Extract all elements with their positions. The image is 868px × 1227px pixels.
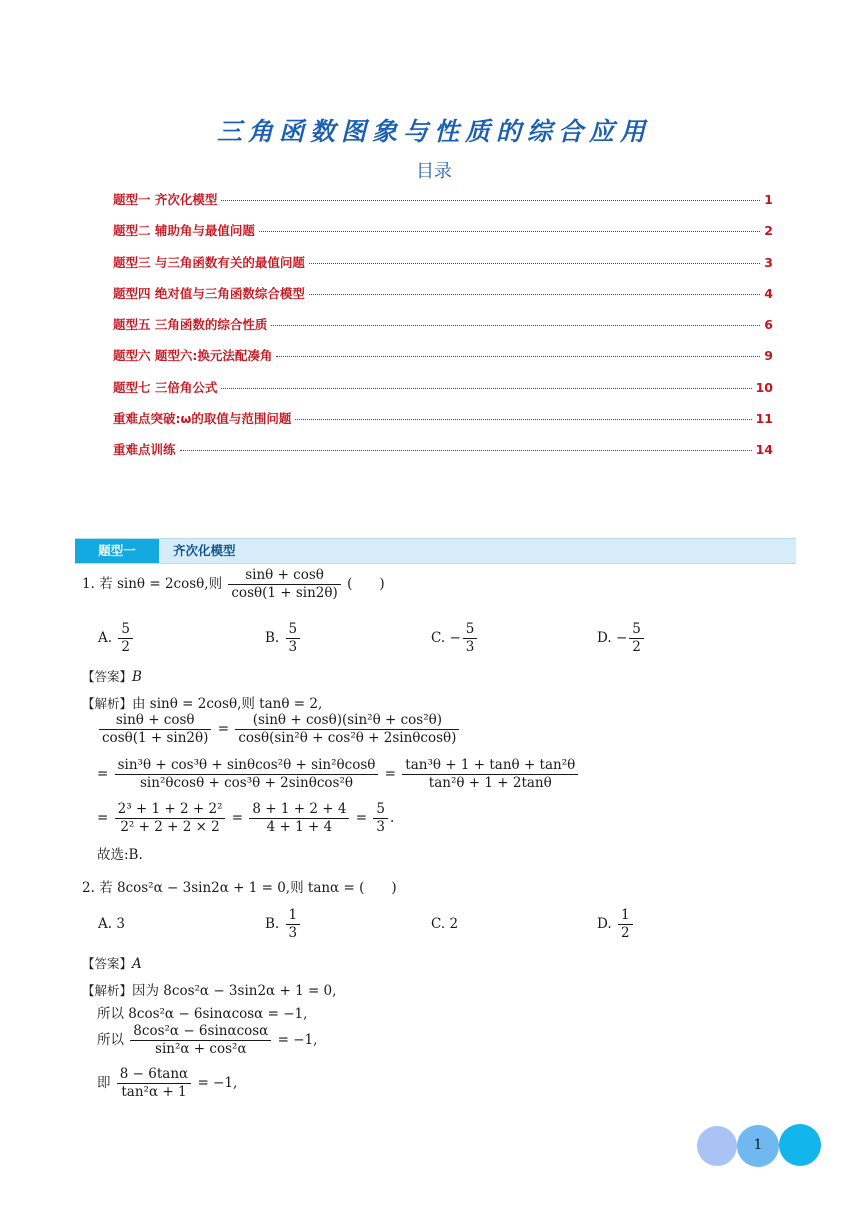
- analysis-label: 【解析】: [82, 983, 133, 998]
- fraction: [286, 908, 301, 941]
- analysis-text: 即: [97, 1075, 111, 1091]
- fraction: [373, 802, 388, 835]
- answer-label: 【答案】: [82, 956, 133, 971]
- stem-text: 若 8cos²α − 3sin2α + 1 = 0,则 tanα = ( ): [99, 880, 397, 896]
- answer-line: [82, 667, 142, 685]
- option-d[interactable]: [597, 622, 646, 655]
- toc-item[interactable]: [113, 409, 773, 440]
- toc-item-page: 3: [764, 254, 773, 270]
- option-label: B.: [265, 916, 280, 932]
- toc-item-page: 9: [764, 348, 773, 364]
- numerator: 5: [629, 622, 644, 639]
- numerator: 2³ + 1 + 2 + 2²: [115, 802, 226, 819]
- option-b[interactable]: [265, 622, 302, 655]
- denominator: sin²α + cos²α: [155, 1041, 247, 1057]
- denominator: cosθ(1 + sin2θ): [102, 730, 209, 746]
- toc-item-label: 题型三 与三角函数有关的最值问题: [113, 254, 305, 270]
- analysis-text: 所以: [97, 1032, 124, 1048]
- toc-leader: [259, 231, 760, 232]
- numerator: 8 + 1 + 2 + 4: [249, 802, 349, 819]
- toc-leader: [180, 450, 752, 451]
- option-label: D.: [597, 916, 612, 932]
- denominator: 2: [620, 925, 630, 941]
- numerator: sin³θ + cos³θ + sinθcos²θ + sin²θcosθ: [115, 758, 379, 775]
- toc-item[interactable]: [113, 253, 773, 284]
- toc-leader: [221, 388, 751, 389]
- option-a[interactable]: [98, 916, 125, 932]
- toc-item[interactable]: [113, 315, 773, 346]
- section-name: 齐次化模型: [173, 543, 236, 558]
- option-text: 2: [449, 916, 459, 932]
- toc-item-label: 题型六 题型六:换元法配凑角: [113, 348, 273, 364]
- analysis-line: [82, 979, 336, 999]
- denominator: 3: [288, 639, 298, 655]
- toc-item-label: 题型二 辅助角与最值问题: [113, 223, 255, 239]
- answer-value: B: [132, 669, 142, 685]
- toc-item-page: 10: [755, 379, 773, 395]
- footer-circle-right: [779, 1124, 821, 1166]
- numerator: (sinθ + cosθ)(sin²θ + cos²θ): [235, 713, 459, 730]
- toc-item-label: 题型七 三倍角公式: [113, 379, 218, 395]
- analysis-text: 因为 8cos²α − 3sin2α + 1 = 0,: [132, 983, 337, 999]
- toc-item-page: 11: [755, 411, 773, 427]
- derivation-step-3: = $\frac{\text{2³ + 1 + 2 + 2²}}{\text{2² + 2 + 2 × 2}}$ = $\frac{8 + 1 + 2 + 4}{4 + 1 + 4}$ = $\frac{5}{3}$ .: [97, 801, 395, 835]
- toc-item-label: 重难点突破:ω的取值与范围问题: [113, 411, 292, 427]
- analysis-label: 【解析】: [82, 696, 133, 711]
- option-label: A.: [98, 630, 113, 646]
- toc-item-label: 题型一 齐次化模型: [113, 192, 218, 207]
- toc-leader: [271, 325, 760, 326]
- denominator: tan²θ + 1 + 2tanθ: [428, 775, 552, 791]
- fraction: [463, 622, 478, 655]
- fraction: [235, 713, 459, 746]
- numerator: 8 − 6tanα: [117, 1067, 191, 1084]
- toc-leader: [309, 294, 760, 295]
- table-of-contents: [113, 190, 773, 472]
- numerator: 5: [373, 802, 388, 819]
- numerator: 5: [286, 622, 301, 639]
- numerator: 1: [618, 908, 633, 925]
- toc-item-page: 6: [764, 317, 773, 333]
- fraction: [228, 568, 340, 601]
- toc-leader: [221, 200, 760, 201]
- toc-item-page: 14: [755, 442, 773, 458]
- document-title: 三角函数图象与性质的综合应用: [216, 117, 651, 146]
- fraction: [249, 802, 349, 835]
- denominator: cosθ(sin²θ + cos²θ + 2sinθcosθ): [238, 730, 457, 746]
- derivation-step-2: = $\frac{\text{sin³θ + cos³θ + sinθcos²θ + sin²θcosθ}}{\text{sin²θcosθ + cos³θ + 2sinθcos²θ}}$ = $\frac{\text{tan³θ + 1 + tanθ + tan²θ}}{\text{tan²θ + 1 + 2tanθ}}$: [97, 758, 580, 791]
- footer-circle-left: [697, 1126, 737, 1166]
- denominator: sin²θcosθ + cos³θ + 2sinθcos²θ: [140, 775, 353, 791]
- fraction: [618, 908, 633, 941]
- option-label: A.: [98, 916, 113, 932]
- denominator: 4 + 1 + 4: [266, 819, 333, 835]
- stem-text: 若 sinθ = 2cosθ,则: [99, 576, 223, 592]
- analysis-line: 所以 8cos²α − 6sinαcosα = −1,: [97, 1006, 308, 1022]
- fraction: [118, 622, 133, 655]
- option-a[interactable]: [98, 622, 135, 655]
- analysis-line: [97, 1024, 317, 1057]
- toc-item-page: 1: [764, 192, 773, 207]
- question-1-stem: [82, 568, 385, 601]
- fraction: [402, 758, 578, 791]
- toc-item-label: 题型五 三角函数的综合性质: [113, 317, 268, 333]
- denominator: 3: [465, 639, 475, 655]
- numerator: tan³θ + 1 + tanθ + tan²θ: [402, 758, 578, 775]
- toc-item[interactable]: [113, 346, 773, 377]
- option-b[interactable]: [265, 908, 302, 941]
- fraction: [115, 802, 226, 835]
- question-2-stem: [82, 876, 397, 896]
- derivation-step-1: $\frac{\sin\theta + \cos\theta}{\cos\theta(1 + \sin 2\theta)}$ = $\frac{\text{(sinθ + cosθ)(sin²θ + cos²θ)}}{\text{cosθ(sin²θ + cos²θ + 2sinθcosθ)}}$: [97, 713, 461, 746]
- option-text: 3: [116, 916, 125, 932]
- answer-line: [82, 954, 142, 972]
- toc-leader: [276, 356, 760, 357]
- page-number: 1: [753, 1137, 763, 1153]
- fraction: [99, 713, 211, 746]
- denominator: 2: [121, 639, 130, 655]
- section-header: [75, 538, 796, 564]
- option-label: D.: [597, 630, 612, 646]
- numerator: sinθ + cosθ: [228, 568, 340, 585]
- analysis-text: = −1,: [197, 1075, 238, 1091]
- toc-item-page: 2: [764, 223, 773, 239]
- option-label: B.: [265, 630, 280, 646]
- fraction: [130, 1024, 271, 1057]
- denominator: tan²α + 1: [121, 1084, 187, 1100]
- denominator: 2: [632, 639, 641, 655]
- toc-leader: [295, 419, 751, 420]
- option-label: C.: [431, 916, 446, 932]
- section-tag: 题型一: [75, 539, 159, 563]
- toc-item[interactable]: [113, 440, 773, 471]
- analysis-text: = −1,: [277, 1032, 318, 1048]
- question-number: 1.: [82, 576, 95, 592]
- fraction: [286, 622, 301, 655]
- numerator: 8cos²α − 6sinαcosα: [130, 1024, 271, 1041]
- toc-leader: [309, 263, 760, 264]
- conclusion: 故选:B.: [97, 847, 143, 863]
- denominator: cosθ(1 + sin2θ): [231, 585, 338, 601]
- analysis-text: 由 sinθ = 2cosθ,则 tanθ = 2,: [132, 696, 323, 712]
- numerator: 5: [463, 622, 478, 639]
- question-number: 2.: [82, 880, 95, 896]
- denominator: 3: [376, 819, 385, 835]
- numerator: 5: [118, 622, 133, 639]
- answer-value: A: [132, 956, 142, 972]
- toc-heading: 目录: [416, 161, 452, 182]
- fraction: [117, 1067, 191, 1100]
- analysis-line: [82, 692, 322, 712]
- toc-item-label: 题型四 绝对值与三角函数综合模型: [113, 285, 305, 301]
- numerator: sinθ + cosθ: [99, 713, 211, 730]
- option-sign: −: [449, 630, 461, 646]
- toc-item[interactable]: [113, 284, 773, 315]
- toc-item[interactable]: [113, 221, 773, 252]
- option-d[interactable]: [597, 908, 635, 941]
- toc-item[interactable]: [113, 190, 773, 221]
- answer-label: 【答案】: [82, 669, 133, 684]
- numerator: 1: [286, 908, 301, 925]
- option-c[interactable]: [431, 622, 479, 655]
- fraction: [115, 758, 379, 791]
- toc-item-page: 4: [764, 285, 773, 301]
- denominator: 2² + 2 + 2 × 2: [120, 819, 220, 835]
- option-c[interactable]: [431, 916, 458, 932]
- option-sign: −: [615, 630, 628, 646]
- denominator: 3: [288, 925, 298, 941]
- analysis-line: [97, 1067, 237, 1100]
- fraction: [629, 622, 644, 655]
- option-label: C.: [431, 630, 446, 646]
- toc-item-label: 重难点训练: [113, 442, 176, 458]
- toc-item[interactable]: [113, 378, 773, 409]
- answer-blank: ( ): [347, 576, 385, 592]
